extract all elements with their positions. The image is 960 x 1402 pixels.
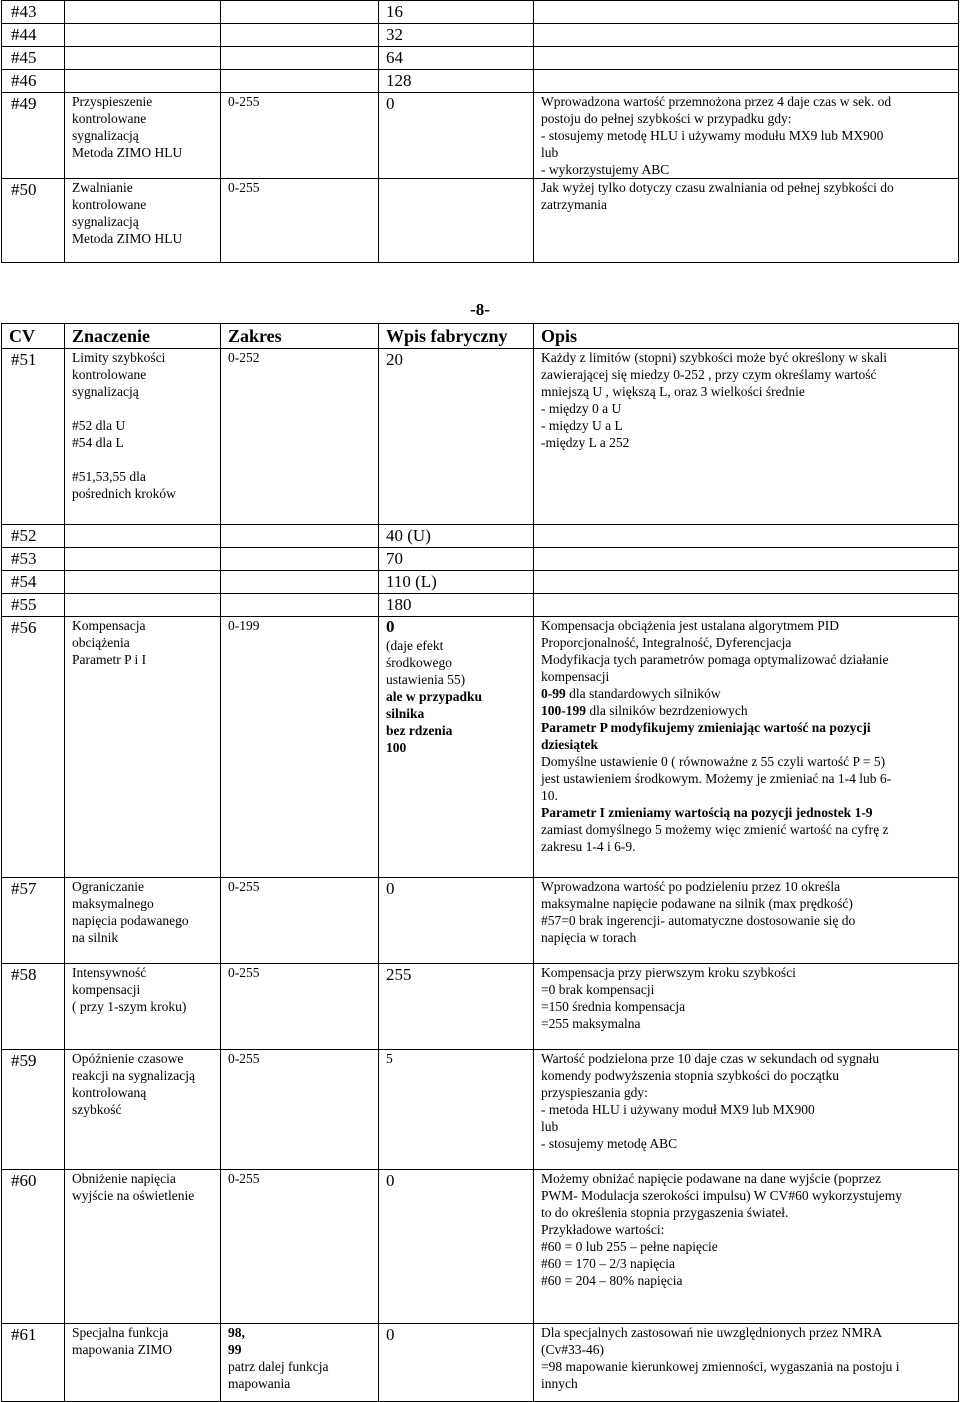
- table-row: [2, 548, 959, 571]
- default-value: 110 (L): [379, 571, 534, 594]
- page-number: -8-: [470, 300, 490, 319]
- default-value: 0: [379, 1170, 534, 1324]
- header-cv: CV: [2, 324, 65, 349]
- cv-number: #60: [2, 1170, 65, 1324]
- cv-range: 0-252: [221, 349, 379, 525]
- cv-meaning: Opóźnienie czasowe reakcji na sygnalizacją kontrolowaną szybkość: [65, 1050, 221, 1170]
- cv-number: #59: [2, 1050, 65, 1170]
- cv-meaning: Limity szybkości kontrolowane sygnalizacją #52 dla U #54 dla L #51,53,55 dla pośrednich kroków: [65, 349, 221, 525]
- cv-number: #52: [2, 525, 65, 548]
- cv-range: 0-255: [221, 964, 379, 1050]
- cv-range: 0-255: [221, 179, 379, 263]
- default-value: 70: [379, 548, 534, 571]
- cv-description: Kompensacja przy pierwszym kroku szybkości =0 brak kompensacji =150 średnia kompensacja =255 maksymalna: [534, 964, 959, 1050]
- cv-range: 0-255: [221, 93, 379, 179]
- table-row: [2, 93, 959, 179]
- cv-number: #57: [2, 878, 65, 964]
- cv-number: #53: [2, 548, 65, 571]
- default-value: 255: [379, 964, 534, 1050]
- top-cv-table: [1, 0, 959, 263]
- cv-description: Możemy obniżać napięcie podawane na dane wyjście (poprzez PWM- Modulacja szerokości impulsu) W CV#60 wykorzystujemy to do określenia stopnia przygaszenia świateł. Przykładowe wartości: #60 = 0 lub 255 – pełne napięcie #60 = 170 – 2/3 napięcia #60 = 204 – 80% napięcia: [534, 1170, 959, 1324]
- cv-description: Dla specjalnych zastosowań nie uwzględnionych przez NMRA (Cv#33-46) =98 mapowanie kierunkowej zmienności, wygaszania na postoju i innych: [534, 1324, 959, 1402]
- cv-description: Kompensacja obciążenia jest ustalana algorytmem PID Proporcjonalność, Integralność, Dyferencjacja Modyfikacja tych parametrów pomaga optymalizować działanie kompensacji 0-99 dla standardowych silników 100-199 dla silników bezrdzeniowych Parametr P modyfikujemy zmieniając wartość na pozycji dziesiątek Domyślne ustawienie 0 ( równoważne z 55 czyli wartość P = 5) jest ustawieniem środkowym. Możemy je zmieniać na 1-4 lub 6- 10. Parametr I zmieniamy wartością na pozycji jednostek 1-9 zamiast domyślnego 5 możemy więc zmienić wartość na cyfrę z zakresu 1-4 i 6-9.: [534, 617, 959, 878]
- default-value: 0: [379, 878, 534, 964]
- cv-number: #45: [2, 47, 65, 70]
- cv-number: #50: [2, 179, 65, 263]
- table-row: [2, 594, 959, 617]
- header-range: Zakres: [221, 324, 379, 349]
- table-row: [2, 1050, 959, 1170]
- cv-range: 0-255: [221, 878, 379, 964]
- default-value: 0: [379, 1324, 534, 1402]
- cv-number: #49: [2, 93, 65, 179]
- table-row: [2, 47, 959, 70]
- cv-number: #43: [2, 1, 65, 24]
- table-row: [2, 525, 959, 548]
- cv-number: #56: [2, 617, 65, 878]
- cv-number: #44: [2, 24, 65, 47]
- cv-meaning: Przyspieszenie kontrolowane sygnalizacją Metoda ZIMO HLU: [65, 93, 221, 179]
- cv-number: #61: [2, 1324, 65, 1402]
- default-value: 5: [379, 1050, 534, 1170]
- table-row: [2, 179, 959, 263]
- cv-number: #46: [2, 70, 65, 93]
- cv-meaning: Kompensacja obciążenia Parametr P i I: [65, 617, 221, 878]
- cv-meaning: Ograniczanie maksymalnego napięcia podawanego na silnik: [65, 878, 221, 964]
- table-row: [2, 617, 959, 878]
- header-description: Opis: [534, 324, 959, 349]
- default-value: 32: [379, 24, 534, 47]
- header-meaning: Znaczenie: [65, 324, 221, 349]
- cv-meaning: Obniżenie napięcia wyjście na oświetlenie: [65, 1170, 221, 1324]
- cv-range: 0-199: [221, 617, 379, 878]
- cv-number: #58: [2, 964, 65, 1050]
- table-row: [2, 349, 959, 525]
- cv-range: 98, 99 patrz dalej funkcja mapowania: [221, 1324, 379, 1402]
- table-row: [2, 571, 959, 594]
- table-row: [2, 1324, 959, 1402]
- table-row: [2, 1, 959, 24]
- default-value: 128: [379, 70, 534, 93]
- table-row: [2, 878, 959, 964]
- header-default: Wpis fabryczny: [379, 324, 534, 349]
- default-bold-note: ale w przypadku silnika bez rdzenia 100: [386, 689, 483, 755]
- main-cv-table: [1, 323, 959, 1402]
- default-value: 180: [379, 594, 534, 617]
- cv-description: Wartość podzielona prze 10 daje czas w sekundach od sygnału komendy podwyższenia stopnia szybkości do początku przyspieszania gdy: - metoda HLU i używany moduł MX9 lub MX900 lub - stosujemy metodę ABC: [534, 1050, 959, 1170]
- default-value: [379, 617, 534, 878]
- cv-range: 0-255: [221, 1170, 379, 1324]
- cv-meaning: Specjalna funkcja mapowania ZIMO: [65, 1324, 221, 1402]
- default-value: 0: [379, 93, 534, 179]
- table-row: [2, 1170, 959, 1324]
- default-value: 64: [379, 47, 534, 70]
- cv-number: #55: [2, 594, 65, 617]
- cv-description: Wprowadzona wartość po podzieleniu przez 10 określa maksymalne napięcie podawane na silnik (max prędkość) #57=0 brak ingerencji- automatyczne dostosowanie się do napięcia w torach: [534, 878, 959, 964]
- default-value: [379, 179, 534, 263]
- cv-number: #54: [2, 571, 65, 594]
- cv-number: #51: [2, 349, 65, 525]
- cv-description: Jak wyżej tylko dotyczy czasu zwalniania od pełnej szybkości do zatrzymania: [534, 179, 959, 263]
- default-value: 20: [379, 349, 534, 525]
- cv-meaning: Zwalnianie kontrolowane sygnalizacją Metoda ZIMO HLU: [65, 179, 221, 263]
- cv-range: 0-255: [221, 1050, 379, 1170]
- cv-description: Każdy z limitów (stopni) szybkości może być określony w skali zawierającej się miedzy 0-252 , przy czym określamy wartość mniejszą U , większą L, oraz 3 wielkości średnie - między 0 a U - między U a L -między L a 252: [534, 349, 959, 525]
- default-note: (daje efekt środkowego ustawienia 55): [386, 638, 466, 687]
- table-row: [2, 24, 959, 47]
- table-header-row: [2, 324, 959, 349]
- default-value: 16: [379, 1, 534, 24]
- default-main: 0: [386, 617, 395, 636]
- cv-description: Wprowadzona wartość przemnożona przez 4 daje czas w sek. od postoju do pełnej szybkości w przypadku gdy: - stosujemy metodę HLU i używamy modułu MX9 lub MX900 lub - wykorzystujemy ABC: [534, 93, 959, 179]
- table-row: [2, 964, 959, 1050]
- default-value: 40 (U): [379, 525, 534, 548]
- table-row: [2, 70, 959, 93]
- cv-meaning: Intensywność kompensacji ( przy 1-szym kroku): [65, 964, 221, 1050]
